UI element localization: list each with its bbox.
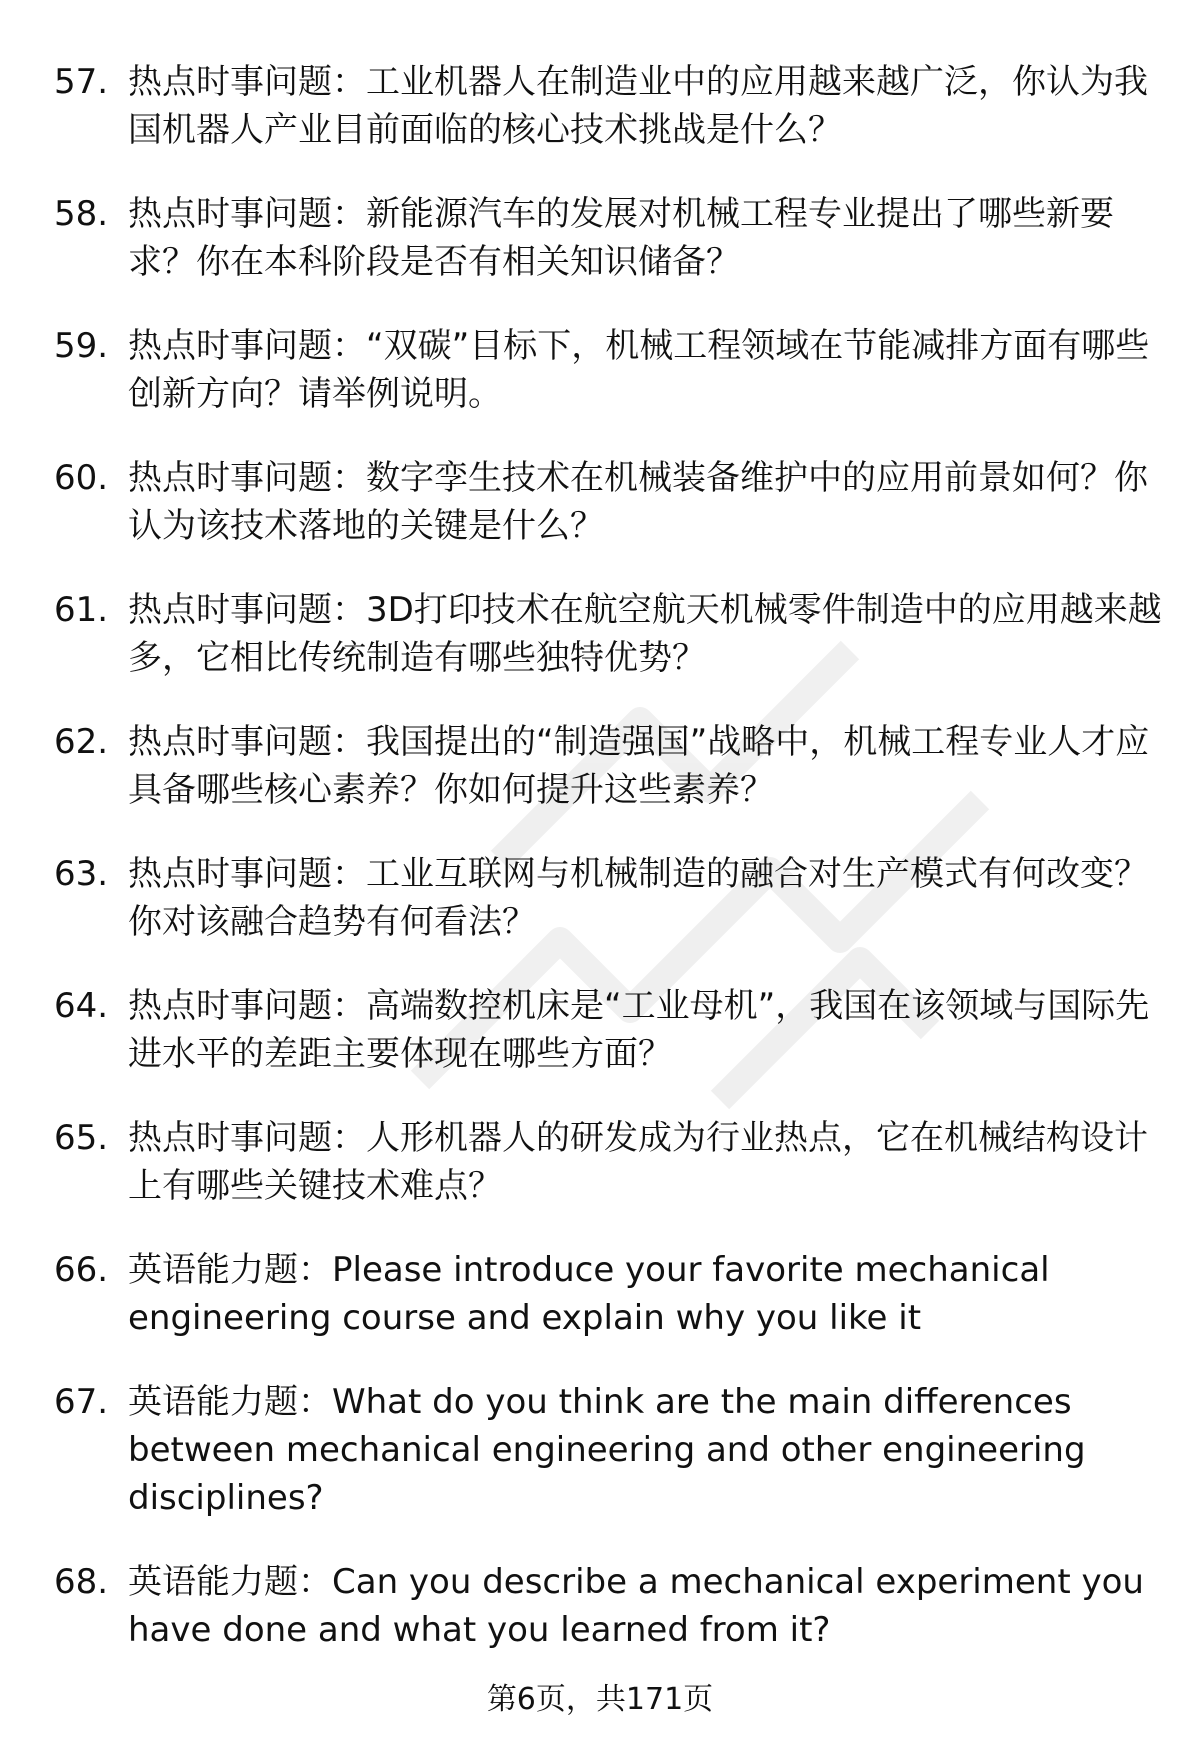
question-text: 热点时事问题：“双碳”目标下，机械工程领域在节能减排方面有哪些创新方向？请举例说明。 bbox=[128, 326, 1150, 414]
question-text: 英语能力题：What do you think are the main differences between mechanical engineering and other engineering disciplines? bbox=[128, 1382, 1086, 1518]
question-text: 英语能力题：Can you describe a mechanical experiment you have done and what you learned from it? bbox=[128, 1562, 1144, 1650]
list-item bbox=[54, 58, 1164, 154]
question-text: 热点时事问题：新能源汽车的发展对机械工程专业提出了哪些新要求？你在本科阶段是否有相关知识储备？ bbox=[128, 194, 1114, 282]
question-number: 60. bbox=[54, 458, 109, 498]
question-text: 英语能力题：Please introduce your favorite mechanical engineering course and explain why you like it bbox=[128, 1250, 1050, 1338]
list-item bbox=[54, 1246, 1164, 1342]
question-text: 热点时事问题：工业互联网与机械制造的融合对生产模式有何改变？你对该融合趋势有何看法？ bbox=[128, 854, 1148, 942]
list-item bbox=[54, 1558, 1164, 1654]
question-number: 63. bbox=[54, 854, 109, 894]
question-number: 67. bbox=[54, 1382, 109, 1422]
list-item bbox=[54, 1114, 1164, 1210]
list-item bbox=[54, 322, 1164, 418]
list-item bbox=[54, 850, 1164, 946]
list-item bbox=[54, 190, 1164, 286]
list-item bbox=[54, 586, 1164, 682]
question-number: 58. bbox=[54, 194, 109, 234]
list-item bbox=[54, 454, 1164, 550]
question-number: 64. bbox=[54, 986, 109, 1026]
question-number: 65. bbox=[54, 1118, 109, 1158]
question-number: 68. bbox=[54, 1562, 109, 1602]
page-footer bbox=[0, 1678, 1200, 1722]
question-text: 热点时事问题：工业机器人在制造业中的应用越来越广泛，你认为我国机器人产业目前面临的核心技术挑战是什么？ bbox=[128, 62, 1148, 150]
question-text: 热点时事问题：人形机器人的研发成为行业热点，它在机械结构设计上有哪些关键技术难点？ bbox=[128, 1118, 1148, 1206]
question-text: 热点时事问题：我国提出的“制造强国”战略中，机械工程专业人才应具备哪些核心素养？你如何提升这些素养？ bbox=[128, 722, 1150, 810]
list-item bbox=[54, 1378, 1164, 1522]
page-number-label: 第6页，共171页 bbox=[486, 1682, 714, 1717]
question-list bbox=[54, 58, 1164, 1690]
question-number: 62. bbox=[54, 722, 109, 762]
question-text: 热点时事问题：数字孪生技术在机械装备维护中的应用前景如何？你认为该技术落地的关键是什么？ bbox=[128, 458, 1148, 546]
question-text: 热点时事问题：高端数控机床是“工业母机”，我国在该领域与国际先进水平的差距主要体现在哪些方面？ bbox=[128, 986, 1150, 1074]
question-number: 57. bbox=[54, 62, 109, 102]
question-number: 66. bbox=[54, 1250, 109, 1290]
list-item bbox=[54, 718, 1164, 814]
question-number: 61. bbox=[54, 590, 109, 630]
list-item bbox=[54, 982, 1164, 1078]
question-number: 59. bbox=[54, 326, 109, 366]
question-text: 热点时事问题：3D打印技术在航空航天机械零件制造中的应用越来越多，它相比传统制造有哪些独特优势？ bbox=[128, 590, 1162, 678]
